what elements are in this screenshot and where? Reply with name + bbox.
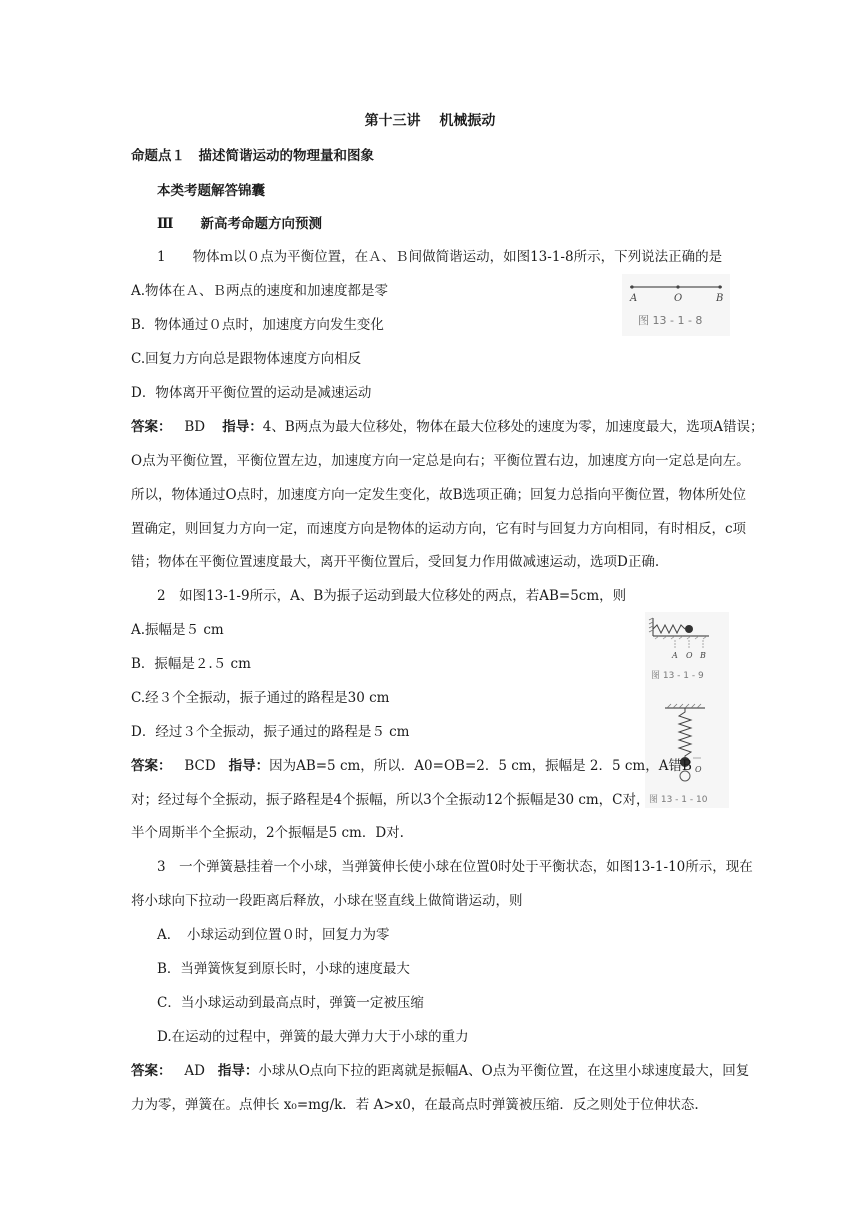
q1-explanation-line: 4、B两点为最大位移处，物体在最大位移处的速度为零，加速度最大，选项A错误； (262, 419, 764, 435)
q1-answer: BD (184, 419, 206, 435)
fig2-caption: 图 13 - 1 - 9 (651, 671, 704, 681)
q1-option-c: C.回复力方向总是跟物体速度方向相反 (131, 351, 362, 367)
q3-answer-label: 答案： (131, 1063, 172, 1079)
q3-stem: 将小球向下拉动一段距离后释放，小球在竖直线上做简谐运动，则 (131, 893, 523, 909)
q1-option-b: B．物体通过０点时，加速度方向发生变化 (131, 317, 384, 333)
q3-answer: AD (184, 1063, 205, 1079)
fig1-caption: 图 13 - 1 - 8 (638, 314, 703, 327)
section-heading: 命题点１ 描述简谐运动的物理量和图象 (131, 148, 374, 164)
q3-explanation-line: 力为零，弹簧在。点伸长 x₀=mg/k．若 A>x0，在最高点时弹簧被压缩．反之则处于位伸状态. (131, 1097, 699, 1113)
q3-stem: 3 一个弹簧悬挂着一个小球，当弹簧伸长使小球在位置0时处于平衡状态，如图13-1-10所示，现在 (157, 859, 753, 875)
q2-guide-label: 指导： (228, 758, 270, 774)
fig3-caption: 图 13 - 1 - 10 (649, 795, 708, 805)
fig1-label-b: B (716, 293, 724, 304)
q1-explanation-line: 所以，物体通过O点时，加速度方向一定发生变化，故B选项正确；回复力总指向平衡位置，物体所处位 (131, 487, 746, 503)
q2-option-c: C.经３个全振动，振子通过的路程是30 cm (131, 690, 390, 706)
q2-option-d: D．经过３个全振动，振子通过的路程是５ cm (131, 724, 410, 740)
q3-option-b: B．当弹簧恢复到原长时，小球的速度最大 (157, 961, 410, 977)
q1-answer-line (131, 418, 764, 436)
q1-option-d: D．物体离开平衡位置的运动是减速运动 (131, 385, 372, 401)
page-title: 第十三讲 机械振动 (364, 113, 496, 129)
q1-stem: 1 物体ｍ以０点为平衡位置，在Ａ、Ｂ间做简谐运动，如图13-1-8所示，下列说法正确的是 (157, 249, 723, 265)
fig1-label-a: A (630, 293, 638, 304)
q2-explanation-line: 对；经过每个全振动，振子路程是4个振幅，所以3个全振动12个振幅是30 cm，C对， (131, 792, 650, 808)
q3-explanation-line: 小球从O点向下拉的距离就是振幅A、O点为平衡位置，在这里小球速度最大，回复 (258, 1063, 750, 1079)
q2-explanation-line: 因为AB=5 cm，所以．A0=OB=2．5 cm，振幅是 2．5 cm，A错B (269, 758, 692, 774)
fig2-label-a: A (672, 651, 678, 660)
fig1-label-o: O (674, 293, 683, 304)
q3-option-d: D.在运动的过程中，弹簧的最大弹力大于小球的重力 (157, 1029, 469, 1045)
q1-explanation-line: O点为平衡位置，平衡位置左边，加速度方向一定总是向右；平衡位置右边，加速度方向一定总是向左。 (131, 453, 750, 469)
q3-answer-line (131, 1062, 749, 1080)
q2-answer-line (131, 757, 692, 775)
fig3-label-o: O (695, 765, 702, 774)
figure-13-1-8 (622, 274, 730, 336)
figure-13-1-8-drawing (622, 274, 730, 336)
q3-option-a: A． 小球运动到位置０时，回复力为零 (157, 927, 390, 943)
q1-explanation-line: 置确定，则回复力方向一定，而速度方向是物体的运动方向，它有时与回复力方向相同，有时相反，c项 (131, 521, 747, 537)
q2-answer: BCD (184, 758, 216, 774)
q1-guide-label: 指导： (222, 419, 263, 435)
q1-explanation-line: 错；物体在平衡位置速度最大，离开平衡位置后，受回复力作用做减速运动，选项D正确. (131, 554, 660, 570)
q1-option-a: A.物体在Ａ、Ｂ两点的速度和加速度都是零 (131, 283, 389, 299)
q2-option-b: B．振幅是２.５ cm (131, 656, 251, 672)
fig2-label-o: O (686, 651, 693, 660)
q2-stem: 2 如图13-1-9所示，A、B为振子运动到最大位移处的两点，若AB=5cm，则 (157, 588, 627, 604)
q2-answer-label: 答案： (131, 758, 172, 774)
q3-option-c: C．当小球运动到最高点时，弹簧一定被压缩 (157, 995, 424, 1011)
fig2-label-b: B (700, 651, 706, 660)
figure-13-1-9-and-10 (645, 612, 729, 808)
q1-answer-label: 答案： (131, 419, 172, 435)
subsection-heading: 本类考题解答锦囊 (157, 183, 265, 199)
q2-option-a: A.振幅是５ cm (131, 622, 224, 638)
figure-13-1-9-and-10-drawing (645, 612, 729, 808)
part-heading: Ⅲ 新高考命题方向预测 (157, 216, 322, 232)
q2-explanation-line: 半个周斯半个全振动，2个振幅是5 cm．D对. (131, 825, 404, 841)
q3-guide-label: 指导： (217, 1063, 259, 1079)
